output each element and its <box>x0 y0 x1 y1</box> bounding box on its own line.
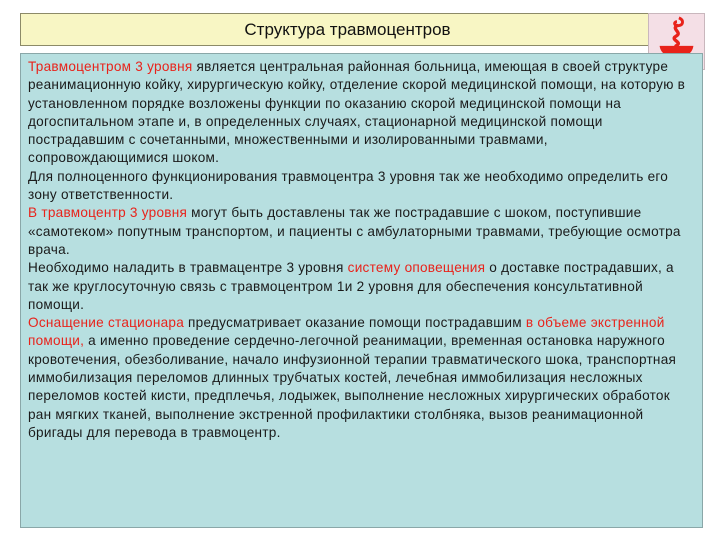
paragraph-text: о доставке пострадавших, а так же круглосуточную связь с травмоцентром 1и 2 уровня для обеспечения консультативной помощи. <box>28 260 674 312</box>
highlight-equipment: Оснащение стационара <box>28 315 185 331</box>
highlight-delivery: В травмоцентр 3 уровня <box>28 205 188 221</box>
content-box <box>20 53 703 528</box>
paragraph-text: Необходимо наладить в травмацентре 3 уровня <box>28 260 348 276</box>
paragraph-text: предусматривает оказание помощи пострадавшим <box>184 315 526 331</box>
paragraph-delivery <box>28 204 692 259</box>
paragraph-text: а именно проведение сердечно-легочной реанимации, временная остановка наружного кровотечения, обезболивание, начало инфузионной терапии травматического шока, транспортная иммобилизация переломов длинных трубчатых костей, лечебная иммобилизация несложных переломов костей кисти, предплечья, лодыжек, выполнение несложных хирургических обработок ран мягких тканей, выполнение экстренной профилактики столбняка, вызов реанимационной бригады для перевода в травмоцентр. <box>28 333 677 440</box>
highlight-notification: систему оповещения <box>347 260 486 276</box>
highlight-level3: Травмоцентром 3 уровня <box>28 59 193 74</box>
paragraph-text: могут быть доставлены так же пострадавшие с шоком, поступившие «самотеком» попутным транспортом, и пациенты с амбулаторными травмами, требующие осмотра врача. <box>28 205 681 257</box>
paragraph-responsibility-zone <box>28 168 692 205</box>
paragraph-text: является центральная районная больница, имеющая в своей структуре реанимационную койку, хирургическую койку, отделение скорой медицинской помощи, на которую в установленном порядке возложены функции по оказанию скорой медицинской помощи на догоспитальном этапе и, в определенных случаях, стационарной медицинской помощи пострадавшим с сочетанными, множественными и изолированными травмами, сопровождающимися шоком. <box>28 59 686 166</box>
paragraph-notification <box>28 259 692 314</box>
paragraph-equipment <box>28 314 692 442</box>
slide-title-box <box>20 13 703 46</box>
highlight-emergency-scope: в объеме экстренной помощи, <box>28 315 665 349</box>
slide-title: Структура травмоцентров <box>244 19 451 39</box>
paragraph-level3-definition <box>28 58 692 168</box>
paragraph-text: Для полноценного функционирования травмоцентра 3 уровня так же необходимо определить его зону ответственности. <box>28 168 669 203</box>
